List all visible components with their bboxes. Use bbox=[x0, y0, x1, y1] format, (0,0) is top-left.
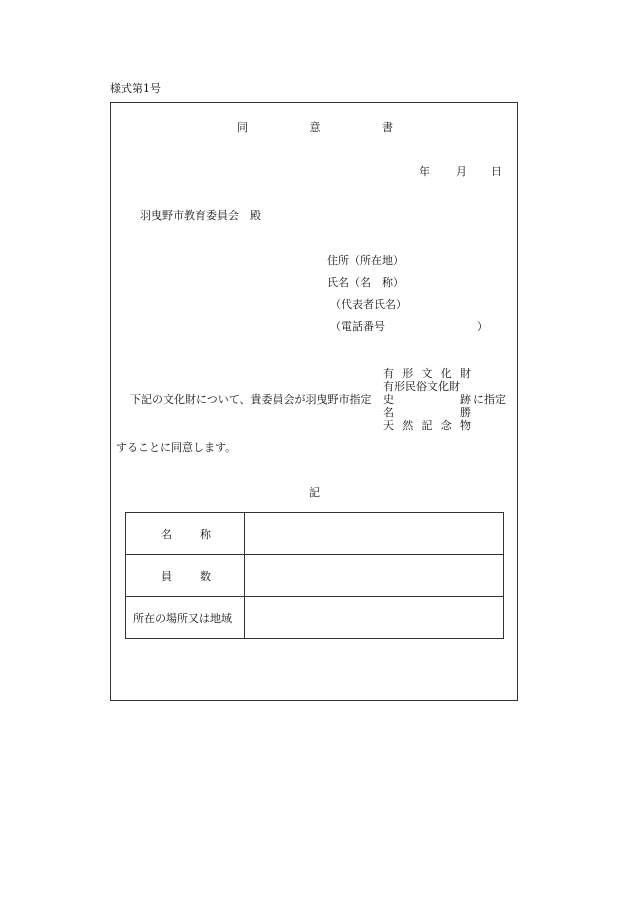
category-natural-monument bbox=[383, 420, 471, 431]
category-tangible bbox=[383, 368, 471, 379]
date-year-label: 年 bbox=[419, 165, 430, 178]
label-text bbox=[126, 610, 244, 626]
category-char: 有 bbox=[383, 367, 394, 380]
category-char: 形 bbox=[402, 367, 414, 380]
addressee: 羽曳野市教育委員会 殿 bbox=[140, 209, 261, 222]
category-char: 然 bbox=[402, 419, 414, 432]
label-spread bbox=[126, 568, 244, 584]
category-text: 有形民俗文化財 bbox=[383, 380, 460, 393]
form-title bbox=[237, 122, 393, 133]
title-char-1: 同 bbox=[237, 121, 248, 134]
label-char: 名 bbox=[161, 527, 172, 541]
date-month-label: 月 bbox=[456, 165, 467, 178]
applicant-phone-close: ） bbox=[477, 320, 488, 333]
category-scenic-beauty bbox=[383, 407, 471, 418]
body-suffix-text: に指定 bbox=[473, 393, 506, 406]
table-row bbox=[126, 513, 504, 555]
row-value-location[interactable] bbox=[245, 597, 504, 639]
category-char: 財 bbox=[460, 367, 471, 380]
category-char: 記 bbox=[421, 419, 433, 432]
category-char: 化 bbox=[440, 367, 452, 380]
property-details-table bbox=[125, 512, 504, 639]
row-label-quantity bbox=[126, 555, 245, 597]
category-char: 史 bbox=[383, 393, 394, 406]
label-char: 所在の場所又は地域 bbox=[133, 611, 232, 625]
category-folk bbox=[383, 381, 471, 392]
row-value-quantity[interactable] bbox=[245, 555, 504, 597]
ki-heading: 記 bbox=[309, 486, 320, 499]
title-char-3: 書 bbox=[382, 121, 393, 134]
title-char-2: 意 bbox=[309, 121, 321, 134]
applicant-representative-label: （代表者氏名） bbox=[330, 298, 407, 311]
category-char: 天 bbox=[383, 419, 394, 432]
body-lead-text: 下記の文化財について、貴委員会が羽曳野市指定 bbox=[130, 393, 372, 406]
category-char: 名 bbox=[383, 406, 394, 419]
category-historic-site bbox=[383, 394, 471, 405]
label-char: 員 bbox=[161, 569, 172, 583]
category-char: 勝 bbox=[460, 406, 471, 419]
body-closing-text: することに同意します。 bbox=[116, 441, 237, 454]
applicant-phone-label: （電話番号 bbox=[330, 320, 385, 333]
label-char: 数 bbox=[200, 569, 211, 583]
label-spread bbox=[126, 526, 244, 542]
label-char: 称 bbox=[200, 527, 211, 541]
category-char: 文 bbox=[421, 367, 433, 380]
form-number: 様式第1号 bbox=[110, 82, 161, 95]
date-day-label: 日 bbox=[491, 165, 502, 178]
category-char: 念 bbox=[440, 419, 452, 432]
category-char: 物 bbox=[460, 419, 471, 432]
applicant-address-label: 住所（所在地） bbox=[327, 254, 404, 267]
table-row bbox=[126, 597, 504, 639]
table-row bbox=[126, 555, 504, 597]
row-label-name bbox=[126, 513, 245, 555]
category-char: 跡 bbox=[460, 393, 471, 406]
row-label-location bbox=[126, 597, 245, 639]
applicant-name-label: 氏名（名 称） bbox=[327, 276, 404, 289]
row-value-name[interactable] bbox=[245, 513, 504, 555]
